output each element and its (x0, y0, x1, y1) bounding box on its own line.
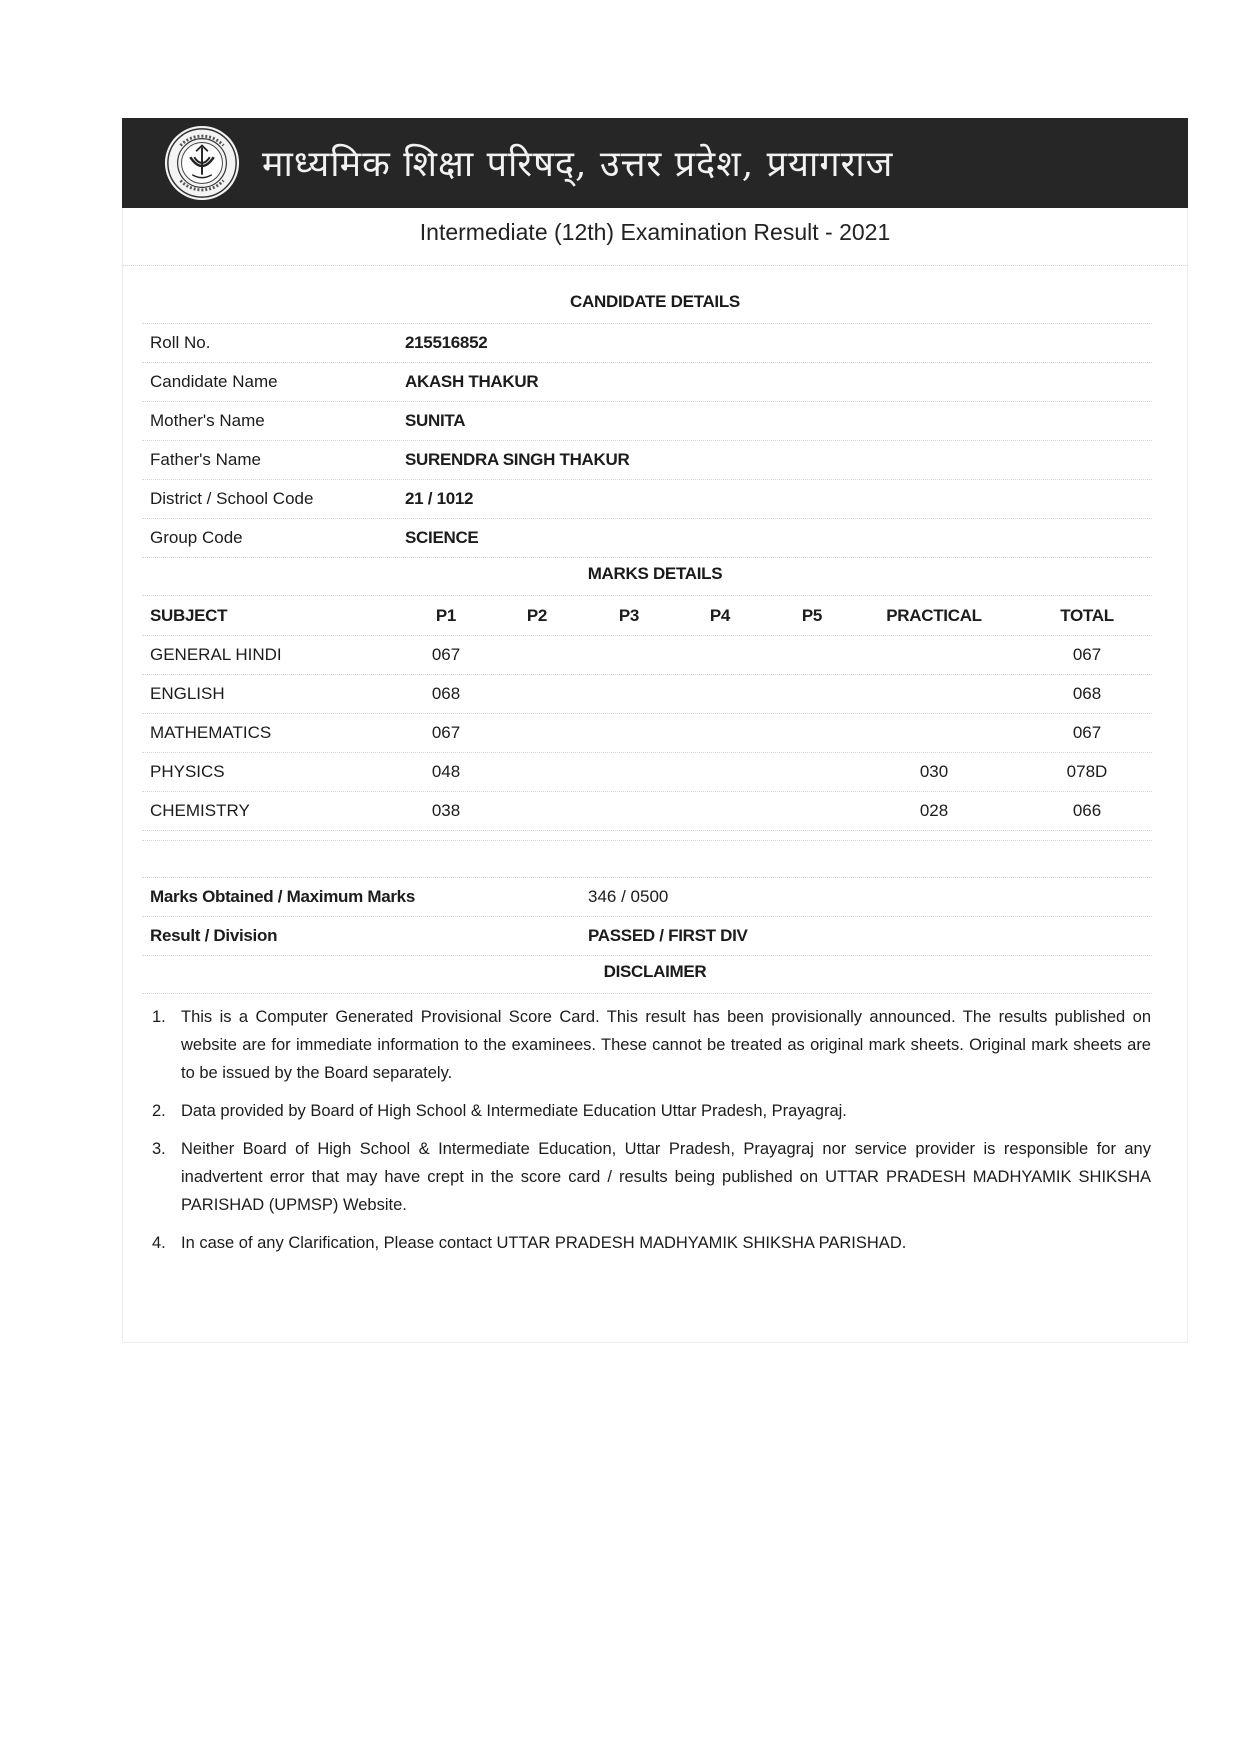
marks-row-practical: 030 (919, 762, 949, 781)
marks-row-p1: 067 (431, 723, 461, 742)
marks-row-total: 066 (1072, 801, 1102, 820)
result-division-value: PASSED / FIRST DIV (588, 926, 748, 945)
divider (142, 401, 1152, 402)
divider (122, 265, 1188, 266)
marks-row-subject: ENGLISH (150, 684, 225, 703)
roll-no-label: Roll No. (150, 333, 211, 352)
marks-row-subject: CHEMISTRY (150, 801, 250, 820)
col-p3: P3 (618, 606, 640, 625)
divider (142, 557, 1152, 558)
disclaimer-item (150, 1003, 1151, 1087)
upmsp-seal-icon (163, 124, 241, 202)
board-name-heading: माध्यमिक शिक्षा परिषद्, उत्तर प्रदेश, प्रयागराज (262, 144, 894, 185)
roll-no-value: 215516852 (405, 333, 488, 352)
divider (142, 479, 1152, 480)
divider (142, 955, 1152, 956)
district-school-code-value: 21 / 1012 (405, 489, 474, 508)
candidate-name-value: AKASH THAKUR (405, 372, 539, 391)
divider (142, 440, 1152, 441)
marks-row-total: 078D (1066, 762, 1108, 781)
divider (142, 362, 1152, 363)
disclaimer-list (150, 1003, 1151, 1267)
father-name-value: SURENDRA SINGH THAKUR (405, 450, 630, 469)
marks-details-heading: MARKS DETAILS (587, 564, 723, 583)
mother-name-value: SUNITA (405, 411, 466, 430)
divider (142, 993, 1152, 994)
col-p5: P5 (801, 606, 823, 625)
candidate-details-heading: CANDIDATE DETAILS (570, 292, 740, 311)
disclaimer-item (150, 1229, 1151, 1257)
marks-row-p1: 048 (431, 762, 461, 781)
disclaimer-item-number: 3. (152, 1140, 166, 1158)
marks-row-p1: 038 (431, 801, 461, 820)
col-p4: P4 (709, 606, 731, 625)
col-subject: SUBJECT (150, 606, 228, 625)
disclaimer-item-number: 2. (152, 1102, 166, 1120)
divider (142, 840, 1152, 841)
col-p1: P1 (435, 606, 457, 625)
candidate-name-label: Candidate Name (150, 372, 278, 391)
divider (142, 635, 1152, 636)
disclaimer-item-text: This is a Computer Generated Provisional Score Card. This result has been provisionally announced. The results published on website are for immediate information to the examinees. These cannot be treated as original mark sheets. Original mark sheets are to be issued by the Board separately. (181, 1008, 1151, 1082)
disclaimer-item-text: Neither Board of High School & Intermediate Education, Uttar Pradesh, Prayagraj nor service provider is responsible for any inadvertent error that may have crept in the score card / results being published on UTTAR PRADESH MADHYAMIK SHIKSHA PARISHAD (UPMSP) Website. (181, 1140, 1151, 1214)
marks-row-total: 067 (1072, 645, 1102, 664)
divider (142, 518, 1152, 519)
group-code-value: SCIENCE (405, 528, 479, 547)
marks-row-subject: PHYSICS (150, 762, 225, 781)
disclaimer-item (150, 1097, 1151, 1125)
divider (142, 323, 1152, 324)
disclaimer-item-number: 4. (152, 1234, 166, 1252)
exam-title: Intermediate (12th) Examination Result - 2021 (419, 219, 891, 245)
father-name-label: Father's Name (150, 450, 261, 469)
disclaimer-item-text: In case of any Clarification, Please contact UTTAR PRADESH MADHYAMIK SHIKSHA PARISHAD. (181, 1234, 907, 1252)
disclaimer-item (150, 1135, 1151, 1219)
divider (142, 877, 1152, 878)
marks-row-p1: 068 (431, 684, 461, 703)
divider (142, 830, 1152, 831)
divider (142, 916, 1152, 917)
divider (142, 674, 1152, 675)
divider (142, 595, 1152, 596)
disclaimer-heading: DISCLAIMER (603, 962, 707, 981)
marks-obtained-value: 346 / 0500 (588, 887, 669, 906)
marks-row-practical: 028 (919, 801, 949, 820)
marks-row-total: 068 (1072, 684, 1102, 703)
mother-name-label: Mother's Name (150, 411, 265, 430)
district-school-code-label: District / School Code (150, 489, 314, 508)
disclaimer-item-text: Data provided by Board of High School & Intermediate Education Uttar Pradesh, Prayagraj. (181, 1102, 847, 1120)
marks-row-total: 067 (1072, 723, 1102, 742)
divider (142, 713, 1152, 714)
result-division-label: Result / Division (150, 926, 278, 945)
disclaimer-item-number: 1. (152, 1008, 166, 1026)
group-code-label: Group Code (150, 528, 243, 547)
col-total: TOTAL (1060, 606, 1114, 625)
col-p2: P2 (526, 606, 548, 625)
marks-row-subject: MATHEMATICS (150, 723, 272, 742)
divider (142, 791, 1152, 792)
marks-row-subject: GENERAL HINDI (150, 645, 282, 664)
marks-row-p1: 067 (431, 645, 461, 664)
divider (142, 752, 1152, 753)
col-practical: PRACTICAL (886, 606, 982, 625)
marks-obtained-label: Marks Obtained / Maximum Marks (150, 887, 415, 906)
